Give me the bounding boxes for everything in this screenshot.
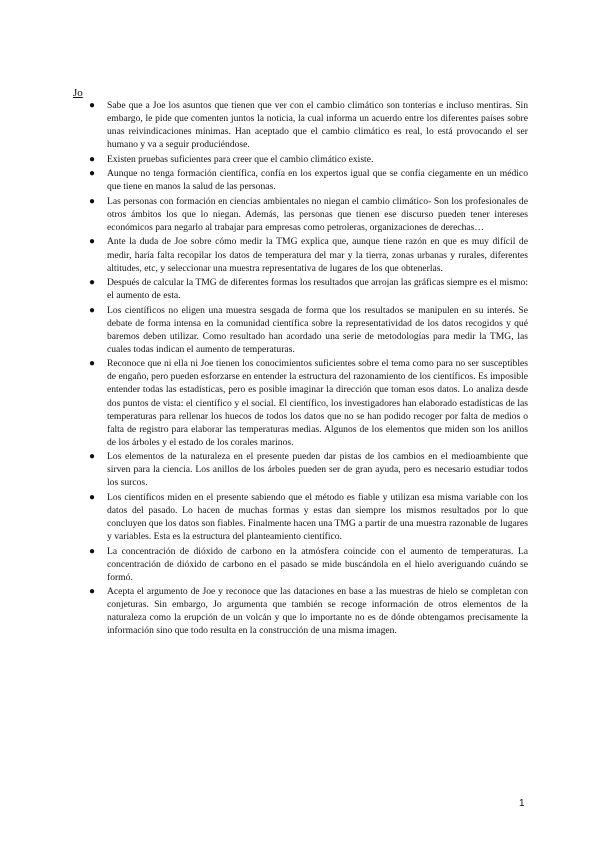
list-item xyxy=(88,195,528,234)
list-item xyxy=(88,545,528,584)
bullet-icon: ● xyxy=(89,545,96,557)
list-item-text: Aunque no tenga formación científica, confía en los expertos igual que se confía ciegamente en un médico que tiene en manos la salud de las personas. xyxy=(107,168,528,193)
list-item xyxy=(88,153,528,166)
list-item xyxy=(88,585,528,637)
list-item-text: Ante la duda de Joe sobre cómo medir la TMG explica que, aunque tiene razón en que es muy difícil de medir, haría falta recopilar los datos de temperatura del mar y la tierra, zonas urbanas y rurales, diferentes altitudes, etc, y seleccionar una muestra representativa de lugares de los que obtenerlas. xyxy=(107,236,528,274)
bullet-icon: ● xyxy=(89,358,96,370)
list-item xyxy=(88,491,528,543)
list-item xyxy=(88,99,528,151)
list-item-text: Los científicos no eligen una muestra sesgada de forma que los resultados se manipulen en su interés. Se debate de forma intensa en la comunidad científica sobre la representatividad de los datos recogidos y qué baremos deben utilizar. Como resultado han acordado una serie de metodologías para medir la TMG, las cuales todas indican el aumento de temperaturas. xyxy=(107,304,528,355)
list-item xyxy=(88,304,528,356)
list-item-text: La concentración de dióxido de carbono en la atmósfera coincide con el aumento de temperaturas. La concentración de dióxido de carbono en el pasado se mide buscándola en el hielo averiguando cuándo se formó. xyxy=(107,545,528,583)
section-heading: Jo xyxy=(73,87,83,99)
list-item-text: Después de calcular la TMG de diferentes formas los resultados que arrojan las gráficas siempre es el mismo: el aumento de esta. xyxy=(107,277,528,302)
page-number: 1 xyxy=(519,798,525,809)
list-item xyxy=(88,450,528,489)
bullet-icon: ● xyxy=(89,277,96,289)
bullet-icon: ● xyxy=(89,153,96,165)
bullet-icon: ● xyxy=(89,451,96,463)
bullet-icon: ● xyxy=(89,304,96,316)
bullet-icon: ● xyxy=(89,168,96,180)
bullet-icon: ● xyxy=(89,586,96,598)
list-item-text: Los científicos miden en el presente sabiendo que el método es fiable y utilizan esa misma variable con los datos del pasado. Lo hacen de muchas formas y estas dan siempre los mismos resultados por lo que concluyen que los datos son fiables. Finalmente hacen una TMG a partir de una muestra razonable de lugares y variables. Esta es la estructura del planteamiento científico. xyxy=(107,491,528,542)
list-item xyxy=(88,167,528,193)
list-item-text: Acepta el argumento de Joe y reconoce que las dataciones en base a las muestras de hielo se completan con conjeturas. Sin embargo, Jo argumenta que también se recoge información de otros elementos de la naturaleza como la erupción de un volcán y que lo importante no es de dónde obtengamos precisamente la información sino que todo resulta en la construcción de una misma imagen. xyxy=(107,586,528,637)
bullet-list xyxy=(88,99,528,639)
list-item-text: Los elementos de la naturaleza en el presente pueden dar pistas de los cambios en el medioambiente que sirven para la ciencia. Los anillos de los árboles pueden ser de gran ayuda, pero es necesario estudiar todos los surcos. xyxy=(107,451,528,489)
bullet-icon: ● xyxy=(89,491,96,503)
list-item-text: Existen pruebas suficientes para creer que el cambio climático existe. xyxy=(107,153,374,165)
list-item xyxy=(88,276,528,302)
list-item xyxy=(88,235,528,274)
list-item xyxy=(88,357,528,448)
bullet-icon: ● xyxy=(89,236,96,248)
bullet-icon: ● xyxy=(89,195,96,207)
list-item-text: Reconoce que ni ella ni Joe tienen los conocimientos suficientes sobre el tema como para no ser susceptibles de engaño, pero pueden esforzarse en entender la estructura del razonamiento de los científicos. Es imposible entender todas las estadísticas, pero es posible imaginar la dirección que toman esos datos. Lo analiza desde dos puntos de vista: el científico y el social. El científico, los investigadores han elaborado estadísticas de las temperaturas para rellenar los huecos de todos los datos que no se han podido recoger por falta de medios o falta de registro para elaborar las temperaturas medias. Algunos de los elementos que miden son los anillos de los árboles y el estado de los corales marinos. xyxy=(107,358,528,448)
list-item-text: Las personas con formación en ciencias ambientales no niegan el cambio climático- Son los profesionales de otros ámbitos los que lo niegan. Además, las personas que tienen ese discurso pueden tener intereses económicos para negarlo al trabajar para empresas como petroleras, organizaciones de derechas… xyxy=(107,195,528,233)
list-item-text: Sabe que a Joe los asuntos que tienen que ver con el cambio climático son tonterías e incluso mentiras. Sin embargo, le pide que comenten juntos la noticia, la cual informa un acuerdo entre los diferentes países sobre unas reivindicaciones mínimas. Han aceptado que el cambio climático es real, lo está provocando el ser humano y va a seguir produciéndose. xyxy=(107,100,528,151)
bullet-icon: ● xyxy=(89,100,96,111)
